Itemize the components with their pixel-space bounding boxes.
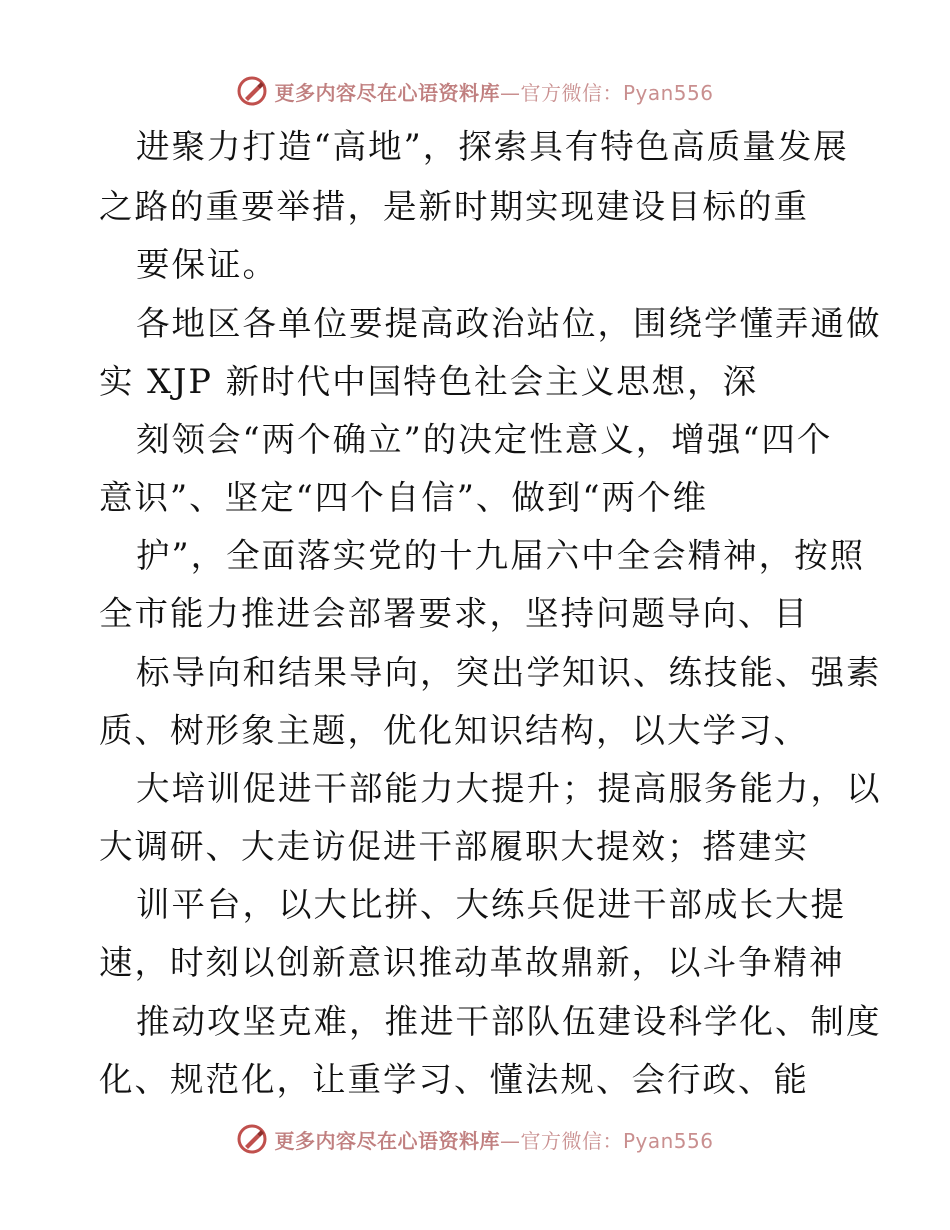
text-line: 大培训促进干部能力大提升；提高服务能力，以 <box>136 769 882 808</box>
text-line: 标导向和结果导向，突出学知识、练技能、强素 <box>136 653 882 692</box>
text-line: 实 XJP 新时代中国特色社会主义思想，深 <box>99 362 759 401</box>
text-line: 训平台，以大比拼、大练兵促进干部成长大提 <box>136 885 846 924</box>
text-line: 护”，全面落实党的十九届六中全会精神，按照 <box>136 536 866 575</box>
text-line: 全市能力推进会部署要求，坚持问题导向、目 <box>99 594 809 633</box>
watermark-footer <box>0 1119 950 1159</box>
text-line: 质、树形象主题，优化知识结构，以大学习、 <box>99 711 809 750</box>
text-line: 推动攻坚克难，推进干部队伍建设科学化、制度 <box>136 1002 882 1041</box>
text-line: 之路的重要举措，是新时期实现建设目标的重 <box>99 187 809 226</box>
text-line: 大调研、大走访促进干部履职大提效；搭建实 <box>99 827 809 866</box>
text-line: 要保证。 <box>136 245 278 284</box>
text-line: 速，时刻以创新意识推动革故鼎新，以斗争精神 <box>99 943 845 982</box>
text-line: 化、规范化，让重学习、懂法规、会行政、能 <box>99 1060 809 1099</box>
text-line: 各地区各单位要提高政治站位，围绕学懂弄通做 <box>136 304 882 343</box>
text-line: 刻领会“两个确立”的决定性意义，增强“四个 <box>136 420 833 459</box>
pen-logo-icon <box>236 1123 268 1155</box>
watermark-text: 更多内容尽在心语资料库—官方微信：Pyan556 <box>274 80 714 105</box>
watermark-text: 更多内容尽在心语资料库—官方微信：Pyan556 <box>274 1128 714 1153</box>
text-line: 进聚力打造“高地”，探索具有特色高质量发展 <box>136 127 849 166</box>
text-line: 意识”、坚定“四个自信”、做到“两个维 <box>99 478 709 517</box>
